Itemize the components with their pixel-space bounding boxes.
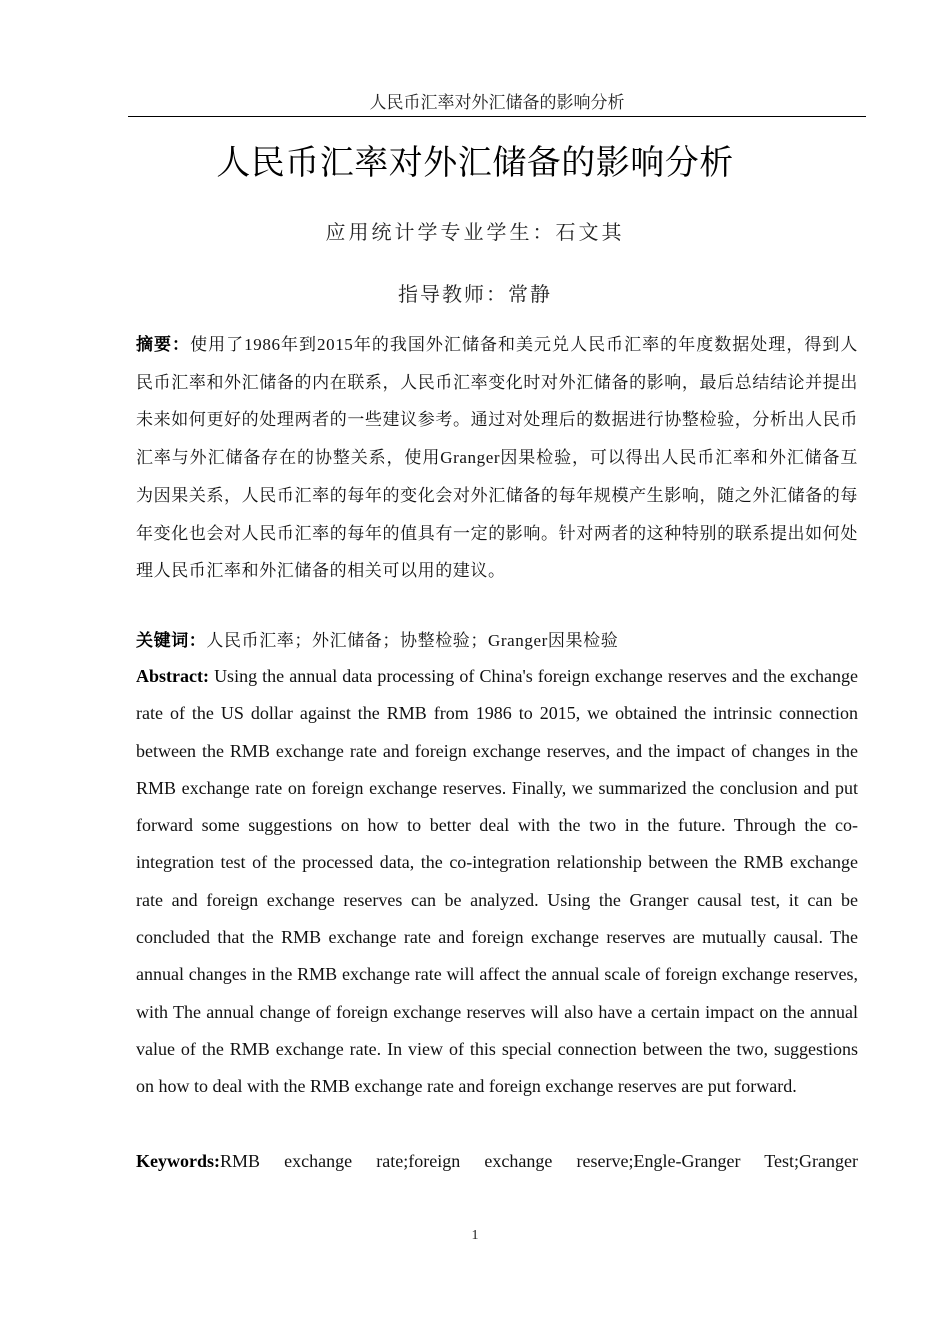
running-header (128, 92, 866, 117)
english-abstract-label: Abstract: (136, 666, 209, 686)
chinese-abstract-text: 使用了1986年到2015年的我国外汇储备和美元兑人民币汇率的年度数据处理，得到人民币汇率和外汇储备的内在联系，人民币汇率变化时对外汇储备的影响，最后总结结论并提出未来如何更好的处理两者的一些建议参考。通过对处理后的数据进行协整检验，分析出人民币汇率与外汇储备存在的协整关系，使用Granger因果检验，可以得出人民币汇率和外汇储备互为因果关系，人民币汇率的每年的变化会对外汇储备的每年规模产生影响，随之外汇储备的每年变化也会对人民币汇率的每年的值具有一定的影响。针对两者的这种特别的联系提出如何处理人民币汇率和外汇储备的相关可以用的建议。 (136, 335, 858, 581)
advisor-line: 指导教师：常静 (398, 284, 552, 306)
running-header-title: 人民币汇率对外汇储备的影响分析 (369, 93, 625, 112)
chinese-abstract (136, 326, 858, 590)
chinese-keywords (136, 626, 858, 656)
author-line: 应用统计学专业学生：石文其 (325, 222, 625, 244)
english-keywords (136, 1143, 858, 1180)
english-keywords-text: RMB exchange rate;foreign exchange reserve;Engle-Granger Test;Granger (220, 1151, 858, 1171)
page-number: 1 (471, 1228, 479, 1243)
chinese-keywords-label: 关键词： (136, 631, 207, 650)
chinese-keywords-text: 人民币汇率；外汇储备；协整检验；Granger因果检验 (206, 631, 619, 650)
english-abstract (136, 658, 858, 1106)
chinese-abstract-label: 摘要： (136, 335, 191, 354)
english-keywords-label: Keywords: (136, 1151, 220, 1171)
paper-title: 人民币汇率对外汇储备的影响分析 (216, 143, 734, 183)
english-abstract-text: Using the annual data processing of China's foreign exchange reserves and the exchange rate of the US dollar against the RMB from 1986 to 2015, we obtained the intrinsic connection between the RMB exchange rate and foreign exchange reserves, and the impact of changes in the RMB exchange rate on foreign exchange reserves. Finally, we summarized the conclusion and put forward some suggestions on how to better deal with the two in the future. Through the co-integration test of the processed data, the co-integration relationship between the RMB exchange rate and foreign exchange reserves can be analyzed. Using the Granger causal test, it can be concluded that the RMB exchange rate and foreign exchange reserves are mutually causal. The annual changes in the RMB exchange rate will affect the annual scale of foreign exchange reserves, with The annual change of foreign exchange reserves will also have a certain impact on the annual value of the RMB exchange rate. In view of this special connection between the two, suggestions on how to deal with the RMB exchange rate and foreign exchange reserves are put forward. (136, 666, 858, 1097)
